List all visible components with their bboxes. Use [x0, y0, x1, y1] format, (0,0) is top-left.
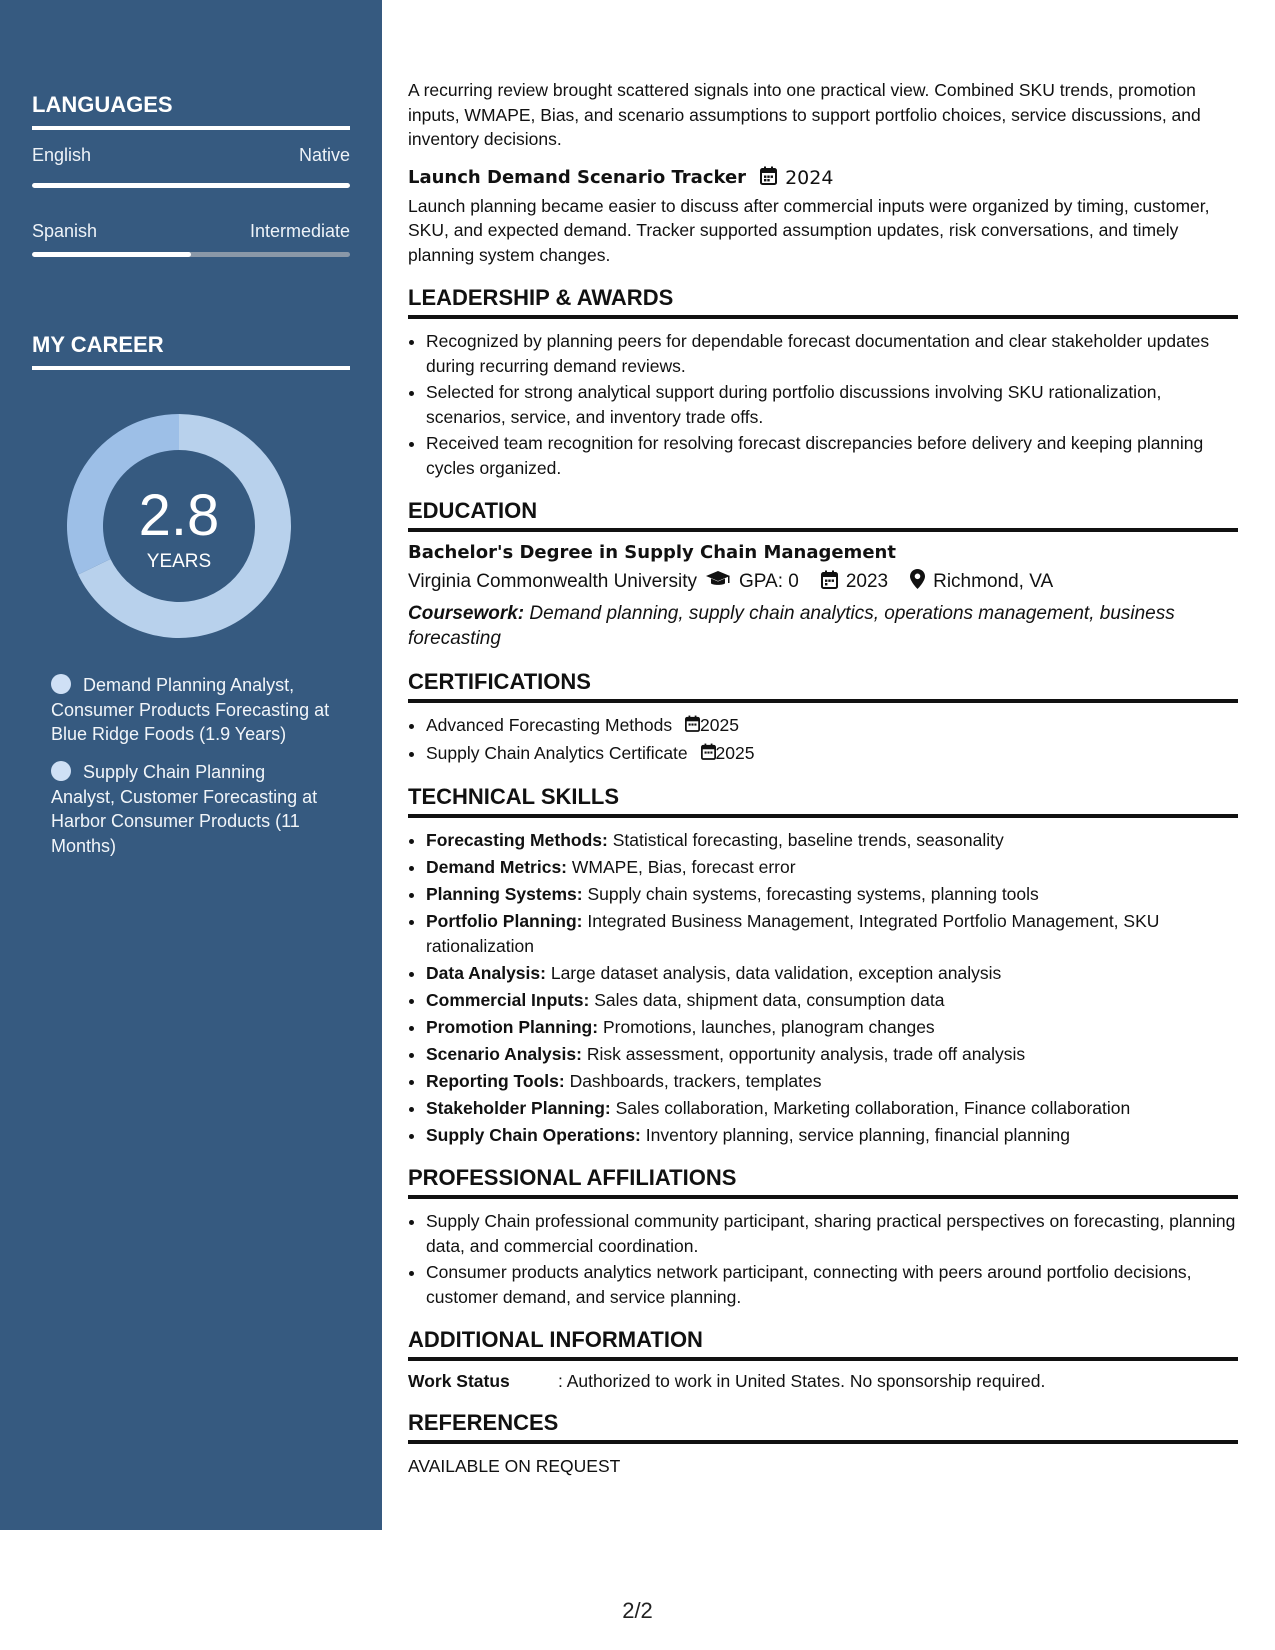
career-item — [51, 760, 331, 858]
list-item — [426, 1123, 1238, 1148]
list-item: • Consumer products analytics network participant, connecting with peers around portfolio decisions, customer demand, and service planning. — [426, 1260, 1238, 1309]
skill-label: Supply Chain Operations: — [426, 1124, 641, 1145]
language-bar-fill — [32, 252, 191, 257]
skill-label: Scenario Analysis: — [426, 1043, 582, 1064]
language-level: Intermediate — [249, 221, 350, 241]
skills-list — [408, 828, 1238, 1147]
language-name: Spanish — [32, 221, 98, 241]
list-item — [426, 909, 1238, 958]
career-heading: MY CAREER — [32, 332, 350, 370]
calendar-icon — [701, 742, 716, 767]
calendar-icon — [821, 570, 838, 595]
map-pin-icon — [910, 569, 925, 595]
language-bar-spanish — [32, 252, 350, 257]
language-bar-english — [32, 183, 350, 188]
skill-value: Statistical forecasting, baseline trends, seasonality — [612, 830, 1004, 851]
career-dot-icon — [51, 761, 71, 781]
list-item — [426, 988, 1238, 1013]
certification-year: 2025 — [700, 715, 739, 735]
skill-value: Sales collaboration, Marketing collaboration, Finance collaboration — [615, 1097, 1131, 1118]
references-heading: REFERENCES — [408, 1410, 1238, 1444]
skill-label: Commercial Inputs: — [426, 989, 590, 1010]
career-dot-icon — [51, 674, 71, 694]
language-name: English — [32, 145, 92, 165]
skills-heading: TECHNICAL SKILLS — [408, 784, 1238, 818]
career-item-text: Demand Planning Analyst, Consumer Products Forecasting at Blue Ridge Foods (1.9 Years) — [51, 675, 330, 744]
certifications-list — [408, 713, 1238, 766]
education-meta-row — [408, 569, 1238, 595]
coursework-label: Coursework: — [408, 603, 525, 624]
sidebar — [0, 0, 382, 1530]
calendar-icon — [760, 166, 777, 190]
skill-label: Portfolio Planning: — [426, 911, 583, 932]
list-item — [426, 828, 1238, 853]
project-description: Launch planning became easier to discuss after commercial inputs were organized by timing, customer, SKU, and expected demand. Tracker supported assumption updates, risk conversations, and timely planning system changes. — [408, 195, 1210, 265]
project-year: 2024 — [785, 166, 834, 189]
list-item: • Supply Chain professional community participant, sharing practical perspectives on forecasting, planning data, and commercial coordination. — [426, 1209, 1238, 1258]
certification-name: Supply Chain Analytics Certificate — [426, 742, 688, 763]
skill-label: Forecasting Methods: — [426, 830, 608, 851]
references-text: AVAILABLE ON REQUEST — [408, 1456, 621, 1477]
main-content — [408, 78, 1238, 1479]
language-row-spanish — [32, 221, 350, 242]
skill-label: Reporting Tools: — [426, 1070, 565, 1091]
list-item: • Selected for strong analytical support during portfolio discussions involving SKU rationalization, scenarios, service, and inventory trade offs. — [426, 380, 1238, 429]
leadership-heading: LEADERSHIP & AWARDS — [408, 285, 1238, 319]
list-item — [426, 855, 1238, 880]
career-item-text: Supply Chain Planning Analyst, Customer Forecasting at Harbor Consumer Products (11 Months) — [51, 762, 318, 856]
education-location: Richmond, VA — [933, 571, 1054, 592]
donut-center — [66, 413, 292, 639]
skill-value: Large dataset analysis, data validation, exception analysis — [550, 962, 1002, 983]
skill-value: Promotions, launches, planogram changes — [602, 1016, 935, 1037]
certification-name: Advanced Forecasting Methods — [426, 715, 673, 735]
list-item: • Received team recognition for resolving forecast discrepancies before delivery and keeping planning cycles organized. — [426, 431, 1238, 480]
project-title-row — [408, 166, 1238, 190]
additional-info-heading: ADDITIONAL INFORMATION — [408, 1327, 1238, 1361]
education-school: Virginia Commonwealth University — [408, 571, 697, 592]
list-item — [426, 713, 1238, 739]
skill-label: Demand Metrics: — [426, 857, 568, 878]
language-row-english — [32, 145, 350, 166]
list-item — [426, 961, 1238, 986]
career-total-unit: YEARS — [146, 551, 212, 572]
skill-value: Sales data, shipment data, consumption data — [594, 989, 945, 1010]
skill-label: Stakeholder Planning: — [426, 1097, 611, 1118]
calendar-icon — [685, 714, 700, 739]
education-degree: Bachelor's Degree in Supply Chain Management — [408, 542, 896, 563]
list-item — [426, 1096, 1238, 1121]
coursework-text: Demand planning, supply chain analytics, operations management, business forecasting — [408, 603, 1175, 649]
skill-label: Planning Systems: — [426, 884, 583, 905]
work-status-row — [408, 1371, 1238, 1392]
work-status-label: Work Status — [408, 1371, 510, 1392]
list-item — [426, 1015, 1238, 1040]
graduation-cap-icon — [705, 570, 731, 594]
career-total-years: 2.8 — [138, 483, 220, 548]
skill-label: Promotion Planning: — [426, 1016, 599, 1037]
project-title: Launch Demand Scenario Tracker — [408, 167, 747, 188]
skill-value: Risk assessment, opportunity analysis, trade off analysis — [586, 1043, 1026, 1064]
leadership-list — [408, 329, 1238, 480]
intro-paragraph: A recurring review brought scattered signals into one practical view. Combined SKU trends, promotion inputs, WMAPE, Bias, and scenario assumptions to support portfolio choices, service discussions, and inventory decisions. — [408, 80, 1201, 149]
education-coursework — [408, 601, 1238, 651]
career-donut-chart — [66, 413, 292, 639]
language-bar-fill — [32, 183, 350, 188]
list-item — [426, 1069, 1238, 1094]
skill-value: Integrated Business Management, Integrated Portfolio Management, SKU rationalization — [426, 911, 1160, 956]
affiliations-heading: PROFESSIONAL AFFILIATIONS — [408, 1165, 1238, 1199]
career-item — [51, 673, 331, 747]
skill-value: WMAPE, Bias, forecast error — [571, 857, 796, 878]
skill-value: Inventory planning, service planning, financial planning — [645, 1124, 1070, 1145]
list-item — [426, 882, 1238, 907]
work-status-value: : Authorized to work in United States. No sponsorship required. — [558, 1371, 1046, 1392]
certification-year: 2025 — [715, 742, 755, 763]
page-number: 2/2 — [622, 1598, 653, 1623]
education-gpa: GPA: 0 — [738, 571, 799, 592]
certifications-heading: CERTIFICATIONS — [408, 669, 1238, 703]
list-item: • Recognized by planning peers for dependable forecast documentation and clear stakeholder updates during recurring demand reviews. — [426, 329, 1238, 378]
list-item — [426, 1042, 1238, 1067]
skill-value: Dashboards, trackers, templates — [569, 1070, 822, 1091]
list-item — [426, 741, 1238, 767]
education-heading: EDUCATION — [408, 498, 1238, 532]
language-level: Native — [298, 145, 350, 165]
education-year: 2023 — [845, 571, 889, 592]
languages-heading: LANGUAGES — [32, 92, 350, 130]
skill-label: Data Analysis: — [426, 962, 546, 983]
skill-value: Supply chain systems, forecasting systems, planning tools — [587, 884, 1039, 905]
affiliations-list — [408, 1209, 1238, 1309]
